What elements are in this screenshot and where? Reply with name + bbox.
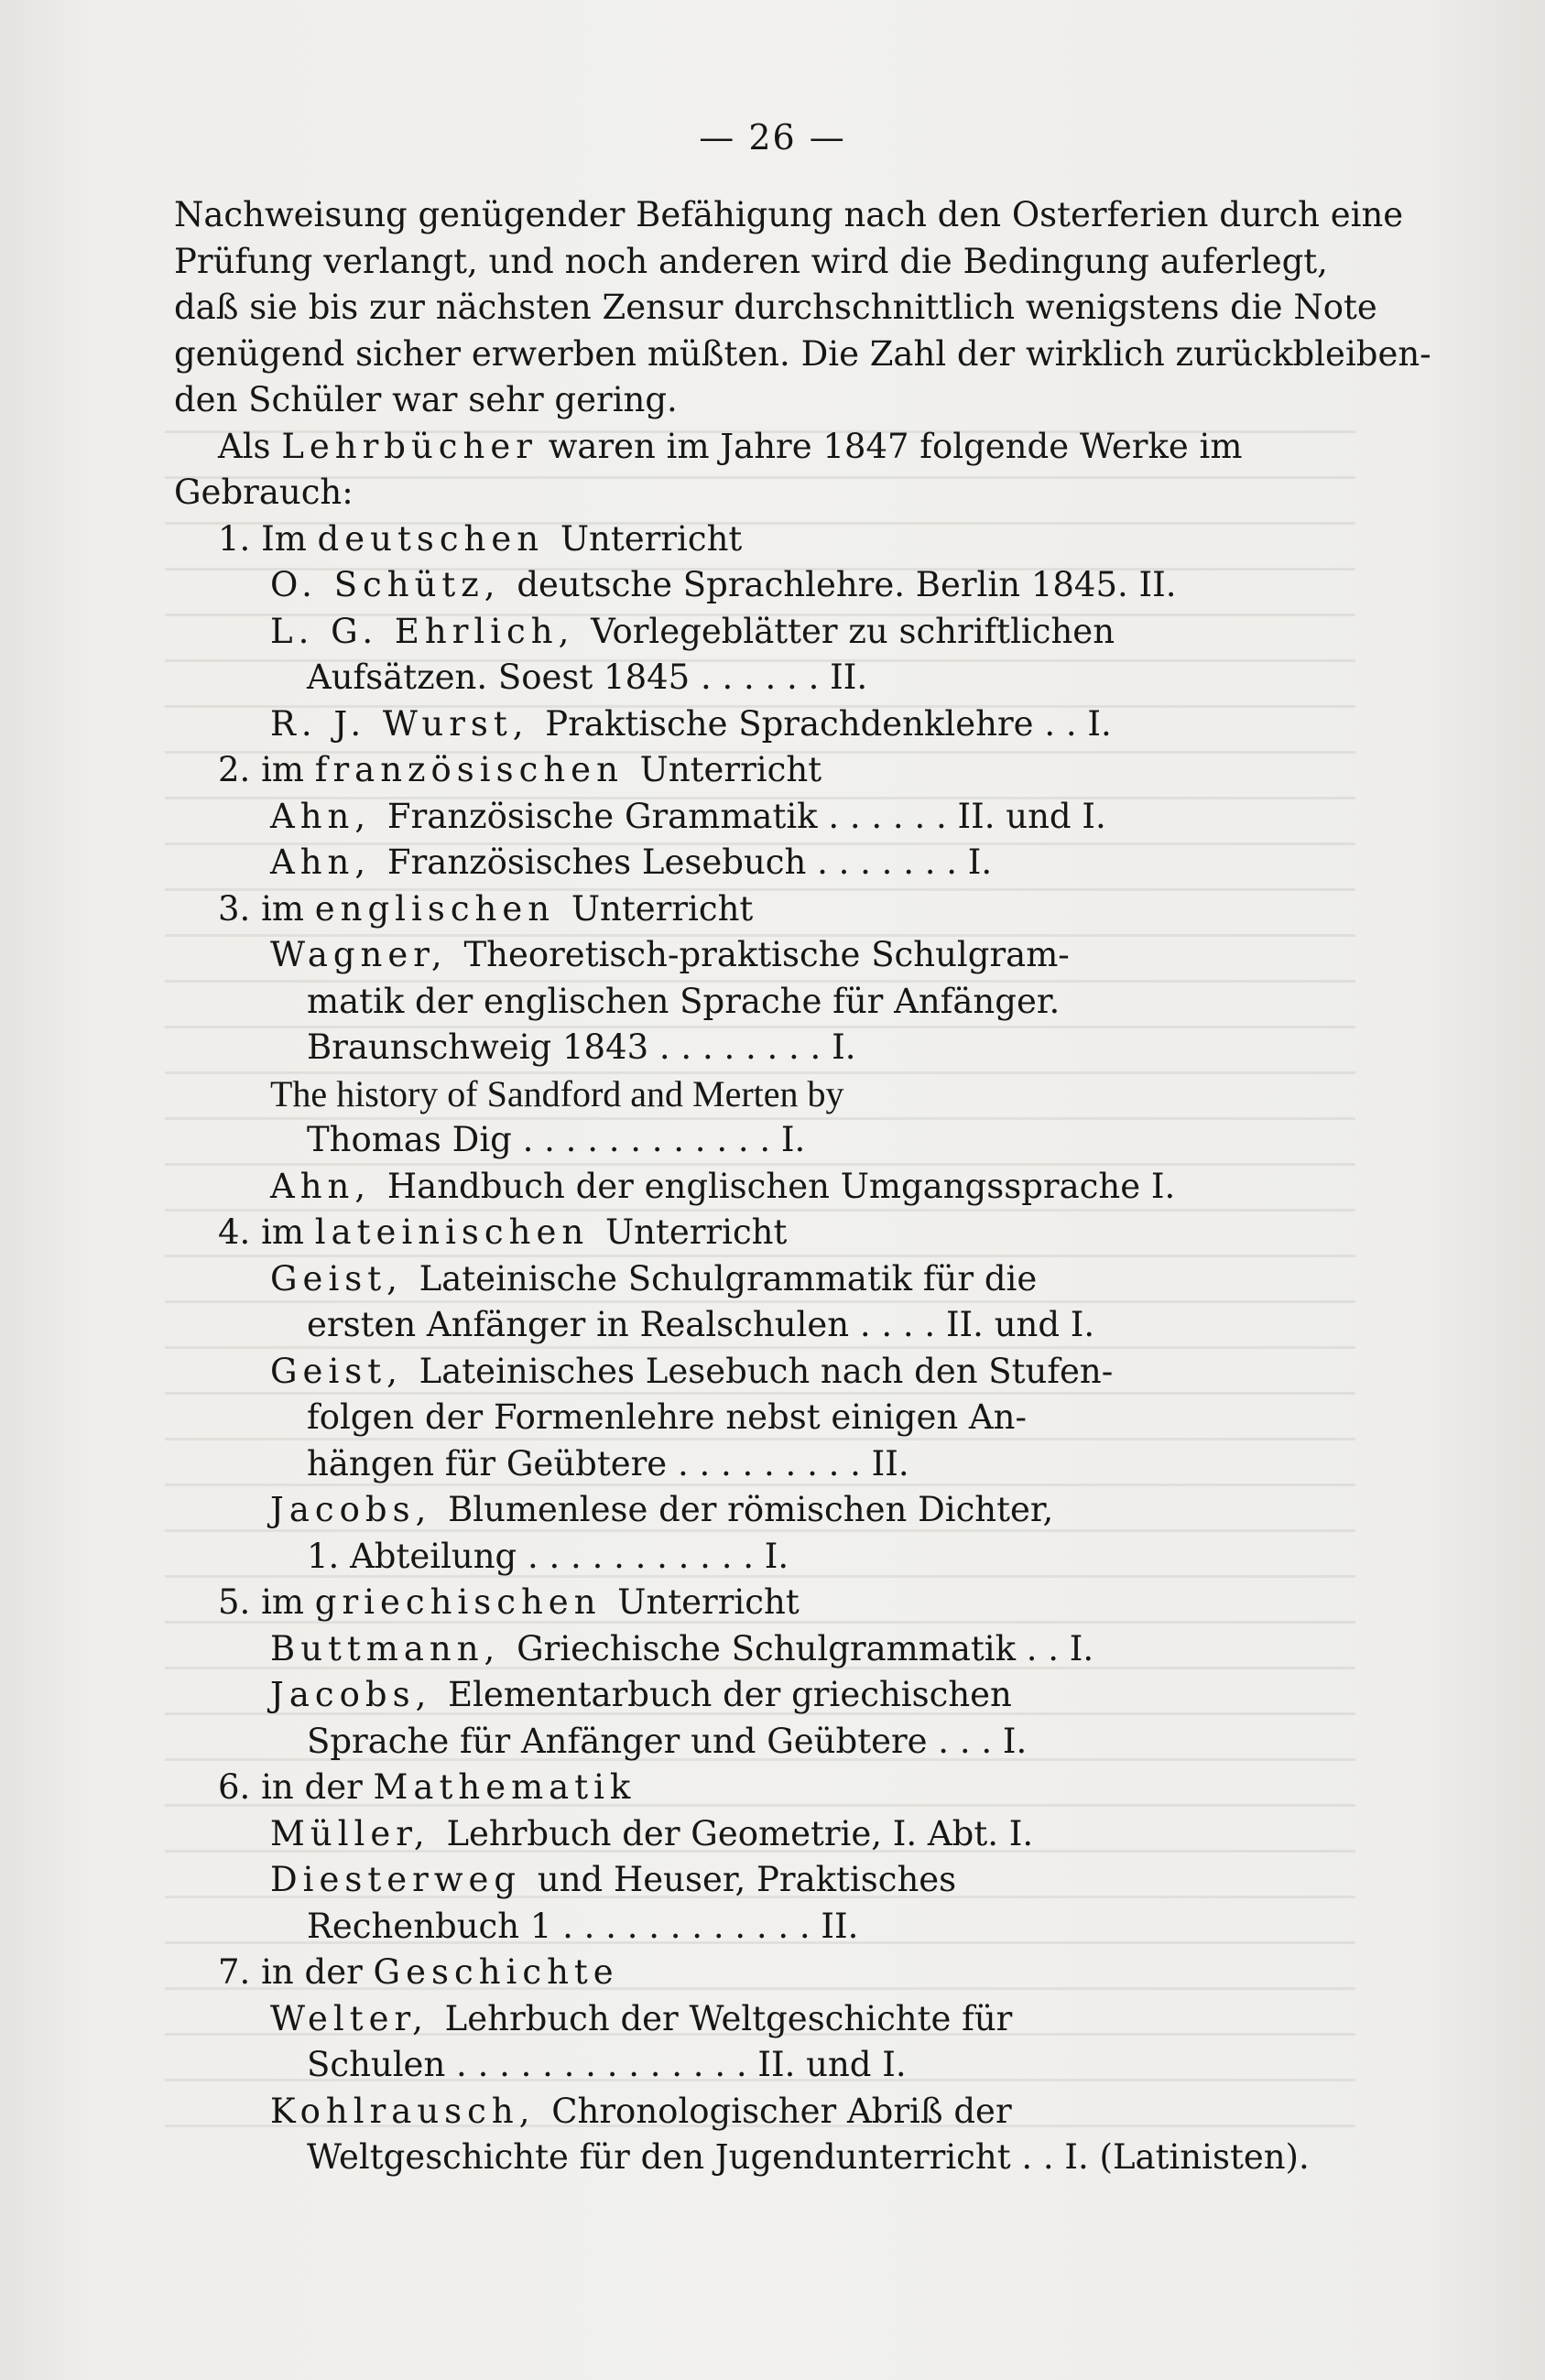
- subject-heading: [174, 747, 1365, 794]
- subject-heading: [174, 1210, 1365, 1256]
- textbook-title: Chronologischer Abriß der: [551, 2091, 1012, 2131]
- textbook-author: Geist,: [270, 1351, 419, 1391]
- subject-prefix: in der: [261, 1767, 374, 1807]
- textbook-continuation: Thomas Dig . . . . . . . . . . . . I.: [307, 1120, 806, 1159]
- textbook-title: Lateinische Schulgrammatik für die: [419, 1258, 1038, 1299]
- subject-name: französischen: [314, 750, 640, 789]
- text-line: daß sie bis zur nächsten Zensur durchschnittlich wenigstens die Note: [174, 288, 1377, 327]
- textbook-author: Buttmann,: [270, 1628, 517, 1668]
- textbook-continuation: matik der englischen Sprache für Anfänger.: [307, 981, 1061, 1021]
- subject-prefix: im: [261, 750, 315, 789]
- subject-number: 7.: [218, 1952, 262, 1992]
- subject-name: englischen: [314, 888, 571, 929]
- textbook-title: und Heuser, Praktisches: [537, 1860, 957, 1899]
- textbook-author: L. G. Ehrlich,: [270, 611, 592, 651]
- textbook-title: Handbuch der englischen Umgangssprache I.: [386, 1166, 1176, 1206]
- textbook-author: Ahn,: [270, 842, 387, 882]
- page-body: [174, 192, 1431, 2181]
- subject-prefix: im: [261, 1582, 315, 1622]
- textbook-continuation: 1. Abteilung . . . . . . . . . . . I.: [307, 1536, 789, 1576]
- textbook-title: Lehrbuch der Weltgeschichte für: [444, 1998, 1013, 2038]
- subject-suffix: Unterricht: [560, 518, 743, 559]
- subject-suffix: Unterricht: [617, 1582, 800, 1622]
- textbook-author: Ahn,: [270, 1166, 387, 1206]
- textbook-author: Kohlrausch,: [270, 2091, 552, 2131]
- textbook-continuation: folgen der Formenlehre nebst einigen An-: [307, 1397, 1027, 1437]
- subject-heading: [174, 1580, 1365, 1626]
- textbook-title: Blumenlese der römischen Dichter,: [448, 1490, 1054, 1529]
- subject-suffix: Unterricht: [604, 1212, 788, 1252]
- textbook-continuation: Rechenbuch 1 . . . . . . . . . . . . II.: [307, 1906, 859, 1946]
- textbook-author: Jacobs,: [270, 1675, 449, 1714]
- subject-name: lateinischen: [314, 1212, 605, 1252]
- subject-number: 2.: [218, 750, 262, 789]
- text-line: Gebrauch:: [174, 473, 354, 512]
- page-number: — 26 —: [699, 117, 846, 158]
- subject-suffix: Unterricht: [571, 888, 754, 929]
- textbook-entry: [174, 1626, 1365, 1673]
- textbook-continuation: Schulen . . . . . . . . . . . . . . II. und I.: [307, 2045, 907, 2084]
- textbook-entry: [174, 794, 1365, 841]
- textbook-author: Geist,: [270, 1258, 419, 1299]
- textbook-entry: [174, 1857, 1365, 1904]
- textbook-entry: [174, 1164, 1365, 1211]
- textbook-continuation: Sprache für Anfänger und Geübtere . . . I.: [307, 1721, 1028, 1761]
- subject-name: griechischen: [314, 1582, 618, 1622]
- subject-name: deutschen: [317, 518, 560, 559]
- textbook-title: Französisches Lesebuch . . . . . . . I.: [386, 842, 993, 882]
- textbook-english-title: The history of Sandford and Merten by: [270, 1072, 844, 1114]
- textbook-author: Wagner,: [270, 935, 464, 974]
- textbook-title: Lateinisches Lesebuch nach den Stufen-: [419, 1351, 1114, 1391]
- text-line: Prüfung verlangt, und noch anderen wird die Bedingung auferlegt,: [174, 241, 1328, 281]
- textbook-entry: [174, 1487, 1365, 1534]
- text-line: Nachweisung genügender Befähigung nach den Osterferien durch eine: [174, 195, 1404, 234]
- textbook-entry: [174, 1349, 1365, 1396]
- subject-prefix: im: [261, 1212, 315, 1252]
- textbook-continuation: Weltgeschichte für den Jugendunterricht . . I. (Latinisten).: [307, 2137, 1310, 2177]
- subject-number: 6.: [218, 1767, 262, 1807]
- textbook-author: Diesterweg: [270, 1860, 538, 1899]
- textbook-list: [174, 516, 1365, 2181]
- text-line: den Schüler war sehr gering.: [174, 380, 678, 419]
- textbook-entry: [174, 1672, 1365, 1719]
- textbook-continuation: hängen für Geübtere . . . . . . . . . II.: [307, 1443, 909, 1483]
- textbook-entry: [174, 1811, 1365, 1858]
- subject-prefix: Im: [261, 518, 318, 559]
- textbook-continuation: Aufsätzen. Soest 1845 . . . . . . II.: [307, 657, 868, 697]
- textbook-continuation: Braunschweig 1843 . . . . . . . . I.: [307, 1027, 856, 1067]
- textbook-author: Müller,: [270, 1813, 447, 1853]
- textbook-entry: [174, 1996, 1365, 2043]
- textbook-author: Welter,: [270, 1998, 445, 2038]
- subject-heading: [174, 1765, 1365, 1811]
- textbook-entry: [174, 932, 1365, 979]
- textbook-entry: [174, 2089, 1365, 2135]
- textbook-title: deutsche Sprachlehre. Berlin 1845. II.: [517, 565, 1177, 604]
- textbook-title: Vorlegeblätter zu schriftlichen: [591, 611, 1115, 651]
- textbook-author: Ahn,: [270, 796, 387, 836]
- subject-prefix: in der: [261, 1952, 374, 1992]
- textbook-entry: [174, 701, 1365, 748]
- subject-name: Mathematik: [373, 1767, 636, 1807]
- textbook-title: Praktische Sprachdenklehre . . I.: [545, 703, 1112, 744]
- intro-paragraph: [174, 192, 1431, 424]
- subject-heading: [174, 886, 1365, 933]
- textbook-entry: [174, 609, 1365, 656]
- textbook-continuation: ersten Anfänger in Realschulen . . . . II. und I.: [307, 1305, 1095, 1344]
- subject-number: 3.: [218, 888, 262, 929]
- textbook-author: O. Schütz,: [270, 565, 517, 604]
- subject-prefix: im: [261, 888, 315, 929]
- textbook-entry: [174, 562, 1365, 609]
- textbook-entry: [174, 840, 1365, 886]
- subject-suffix: Unterricht: [639, 750, 822, 789]
- textbook-author: R. J. Wurst,: [270, 703, 546, 744]
- subject-number: 1.: [218, 518, 262, 559]
- text-line: genügend sicher erwerben müßten. Die Zahl der wirklich zurückbleiben-: [174, 333, 1431, 374]
- subject-name: Geschichte: [373, 1952, 619, 1992]
- textbook-title: Lehrbuch der Geometrie, I. Abt. I.: [446, 1813, 1034, 1853]
- subject-heading: [174, 1950, 1365, 1996]
- textbook-entry: [174, 1256, 1365, 1303]
- textbook-title: Elementarbuch der griechischen: [448, 1675, 1012, 1714]
- spaced-heading: Lehrbücher: [281, 426, 538, 466]
- textbooks-intro: Als Lehrbücher waren im Jahre 1847 folgende Werke im: [218, 426, 1243, 466]
- subject-heading: [174, 516, 1365, 563]
- textbook-title: Theoretisch-praktische Schulgram-: [463, 935, 1070, 974]
- textbook-title: Französische Grammatik . . . . . . II. und I.: [386, 796, 1106, 836]
- textbook-author: Jacobs,: [270, 1490, 449, 1529]
- subject-number: 4.: [218, 1212, 262, 1252]
- subject-number: 5.: [218, 1582, 262, 1622]
- textbook-title: Griechische Schulgrammatik . . I.: [517, 1628, 1094, 1668]
